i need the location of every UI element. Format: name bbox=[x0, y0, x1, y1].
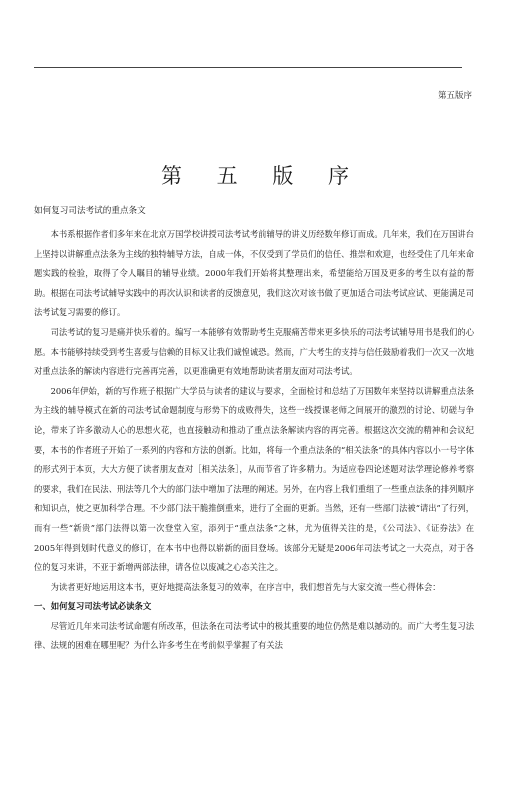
paragraph: 为读者更好地运用这本书，更好地提高法条复习的效率，在序言中，我们想首先与大家交流一些心得体会： bbox=[50, 581, 441, 592]
running-head: 第五版序 bbox=[437, 91, 472, 101]
paragraph: 本书系根据作者们多年来在北京万国学校讲授司法考试考前辅导的讲义历经数年修订而成。几年来，我们在万国讲台上坚持以讲解重点法条为主线的独特辅导方法，自成一体，不仅受到了学员们的信任、推崇和欢迎，也经受住了几年来命题实践的检验，取得了令人瞩目的辅导业绩。2000年我们开始将其整理出来，希望能给万国及更多的考生以有益的帮助。根据在司法考试辅导实践中的再次认识和读者的反馈意见，我们这次对该书做了更加适合司法考试应试、更能满足司法考试复习需要的修订。 bbox=[34, 229, 474, 318]
section-heading: 一、如何复习司法考试必读条文 bbox=[34, 601, 152, 612]
paragraph: 司法考试的复习是痛并快乐着的。编写一本能够有效帮助考生克服痛苦带来更多快乐的司法考试辅导用书是我们的心愿。本书能够持续受到考生喜爱与信赖的目标又让我们诚惶诚恐。然而，广大考生的支持与信任鼓励着我们一次又一次地对重点法条的解读内容进行完善再完善，以更准确更有效地帮助读者朋友面对司法考试。 bbox=[34, 326, 474, 377]
paragraph: 2006年伊始，新的写作班子根据广大学员与读者的建议与要求，全面检讨和总结了万国数年来坚持以讲解重点法条为主线的辅导模式在新的司法考试命题制度与形势下的成败得失，这些一线授课老师之间展开的激烈的讨论、切磋与争论，带来了许多激动人心的思想火花，也直接触动和推动了重点法条解读内容的再完善。根据这次交流的精神和会议纪要，本书的作者班子开始了一系列的内容和方法的创新。比如，将每一个重点法条的“相关法条”的具体内容以小一号字体的形式列于本页，大大方便了读者朋友查对［相关法条］，从而节省了许多精力。为适应卷四论述题对法学理论修养考察的要求，我们在民法、刑法等几个大的部门法中增加了法理的阐述。另外，在内容上我们重组了一些重点法条的排列顺序和知识点，使之更加科学合理。不少部门法干脆推倒重来，进行了全面的更新。当然，还有一些部门法被“请出”了行列，而有一些“新贵”部门法得以第一次登堂入室，添列于“重点法条”之林，尤为值得关注的是，《公司法》、《证券法》在2005年得到划时代意义的修订，在本书中也得以崭新的面目登场。该部分无疑是2006年司法考试之一大亮点，对于各位的复习来讲，不亚于新增两部法律，请各位以废减之心态关注之。 bbox=[34, 385, 474, 573]
body-text bbox=[34, 225, 474, 656]
paragraph: 尽管近几年来司法考试命题有所改革，但法条在司法考试中的极其重要的地位仍然是难以撼动的。而广大考生复习法律、法规的困难在哪里呢？为什么许多考生在考前似乎掌握了有关法 bbox=[34, 620, 474, 651]
subtitle: 如何复习司法考试的重点条文 bbox=[34, 206, 146, 216]
chapter-title: 第 五 版 序 bbox=[160, 164, 364, 188]
header-rule bbox=[34, 67, 462, 68]
